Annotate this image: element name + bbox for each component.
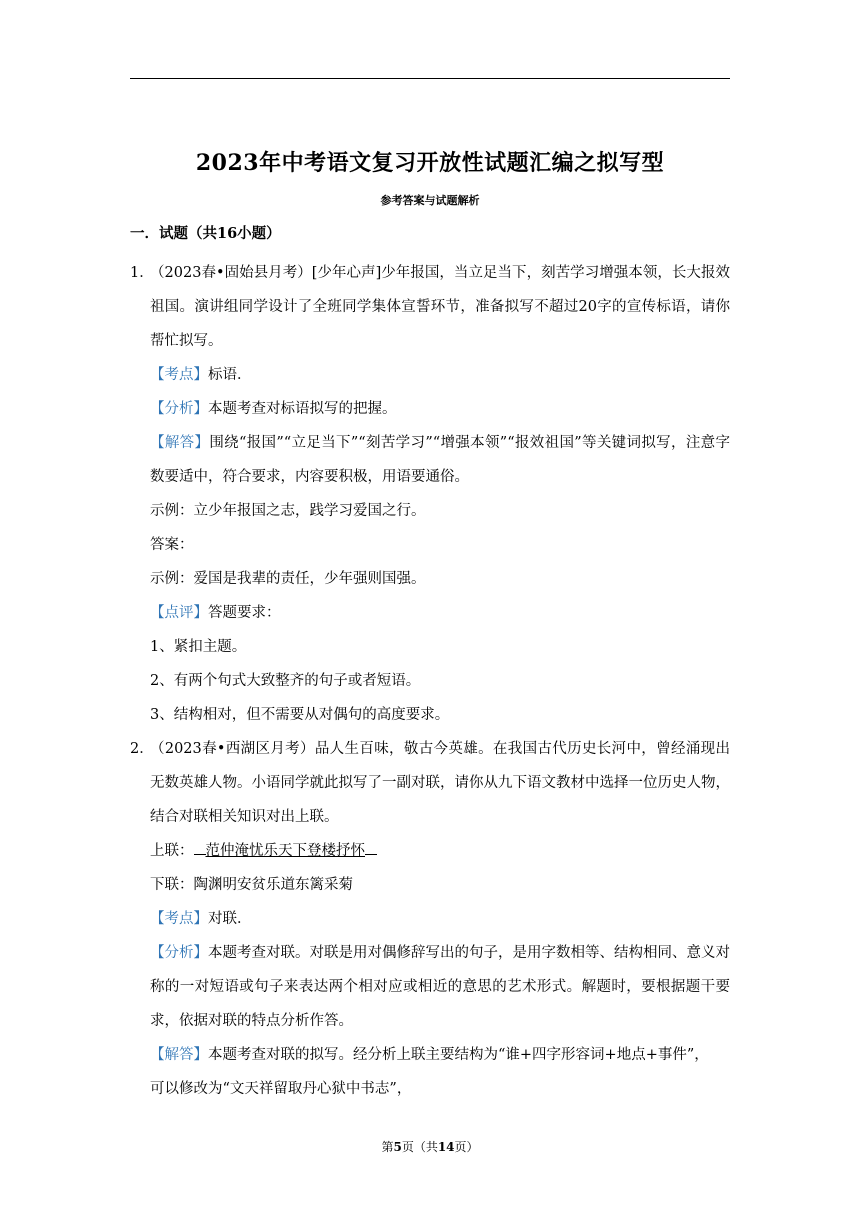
q1-example-2: 示例：爱国是我辈的责任，少年强则国强。 — [150, 571, 426, 587]
q2-xialian: 下联：陶渊明安贫乐道东篱采菊 — [150, 877, 353, 893]
question-2-text: （2023春•西湖区月考）品人生百味，敬古今英雄。在我国古代历史长河中，曾经涌现出无数英雄人物。小语同学就此拟写了一副对联，请你从九下语文教材中选择一位历史人物，结合对联相关知识对出上联。 — [150, 741, 730, 825]
q1-dianping: 【点评】答题要求： — [150, 605, 281, 621]
dianping-tag: 【点评】 — [150, 605, 208, 621]
q1-requirement-1: 1、紧扣主题。 — [150, 639, 247, 655]
q2-shanglian: 上联： 范仲淹忧乐天下登楼抒怀 — [130, 834, 730, 868]
question-1-stem — [130, 256, 730, 358]
question-1-number: 1． — [130, 265, 154, 281]
q1-fenxi: 【分析】本题考查对标语拟写的把握。 — [150, 401, 397, 417]
shanglian-answer: 范仲淹忧乐天下登楼抒怀 — [205, 843, 365, 859]
q1-answer-label: 答案： — [150, 537, 194, 553]
question-2-stem — [130, 732, 730, 834]
q1-requirement-3: 3、结构相对，但不需要从对偶句的高度要求。 — [150, 707, 450, 723]
q1-requirement-2: 2、有两个句式大致整齐的句子或者短语。 — [150, 673, 421, 689]
question-1-text: （2023春•固始县月考）[少年心声]少年报国，当立足当下，刻苦学习增强本领，长大报效祖国。演讲组同学设计了全班同学集体宣誓环节，准备拟写不超过20字的宣传标语，请你帮忙拟写。 — [150, 265, 730, 349]
q2-kaodian: 【考点】对联． — [150, 911, 252, 927]
jieda-tag: 【解答】 — [150, 1047, 208, 1063]
q2-fenxi: 【分析】本题考查对联。对联是用对偶修辞写出的句子，是用字数相等、结构相同、意义对称的一对短语或句子来表达两个相对应或相近的意思的艺术形式。解题时，要根据题干要求，依据对联的特点分析作答。 — [150, 945, 730, 1029]
page-footer: 第5页（共14页） — [381, 1140, 479, 1154]
q2-jieda: 【解答】本题考查对联的拟写。经分析上联主要结构为“谁+四字形容词+地点+事件”， — [150, 1047, 709, 1063]
kaodian-tag: 【考点】 — [150, 911, 208, 927]
header-rule — [130, 78, 730, 79]
q2-jieda-continued: 可以修改为“文天祥留取丹心狱中书志”， — [150, 1081, 412, 1097]
question-2-number: 2． — [130, 741, 154, 757]
total-pages: 14 — [437, 1140, 455, 1154]
fenxi-tag: 【分析】 — [150, 401, 208, 417]
jieda-tag: 【解答】 — [150, 435, 210, 451]
q1-kaodian: 【考点】标语． — [150, 367, 252, 383]
kaodian-tag: 【考点】 — [150, 367, 208, 383]
questions-content — [130, 256, 730, 1106]
document-title: 2023年中考语文复习开放性试题汇编之拟写型 — [195, 150, 665, 176]
section-heading: 一．试题（共16小题） — [130, 225, 281, 242]
q1-jieda: 【解答】围绕“报国”“立足当下”“刻苦学习”“增强本领”“报效祖国”等关键词拟写，注意字数要适中，符合要求，内容要积极，用语要通俗。 — [150, 435, 730, 485]
q1-example-1: 示例：立少年报国之志，践学习爱国之行。 — [150, 503, 426, 519]
fenxi-tag: 【分析】 — [150, 945, 208, 961]
current-page-number: 5 — [393, 1140, 402, 1154]
document-subtitle: 参考答案与试题解析 — [380, 194, 480, 207]
